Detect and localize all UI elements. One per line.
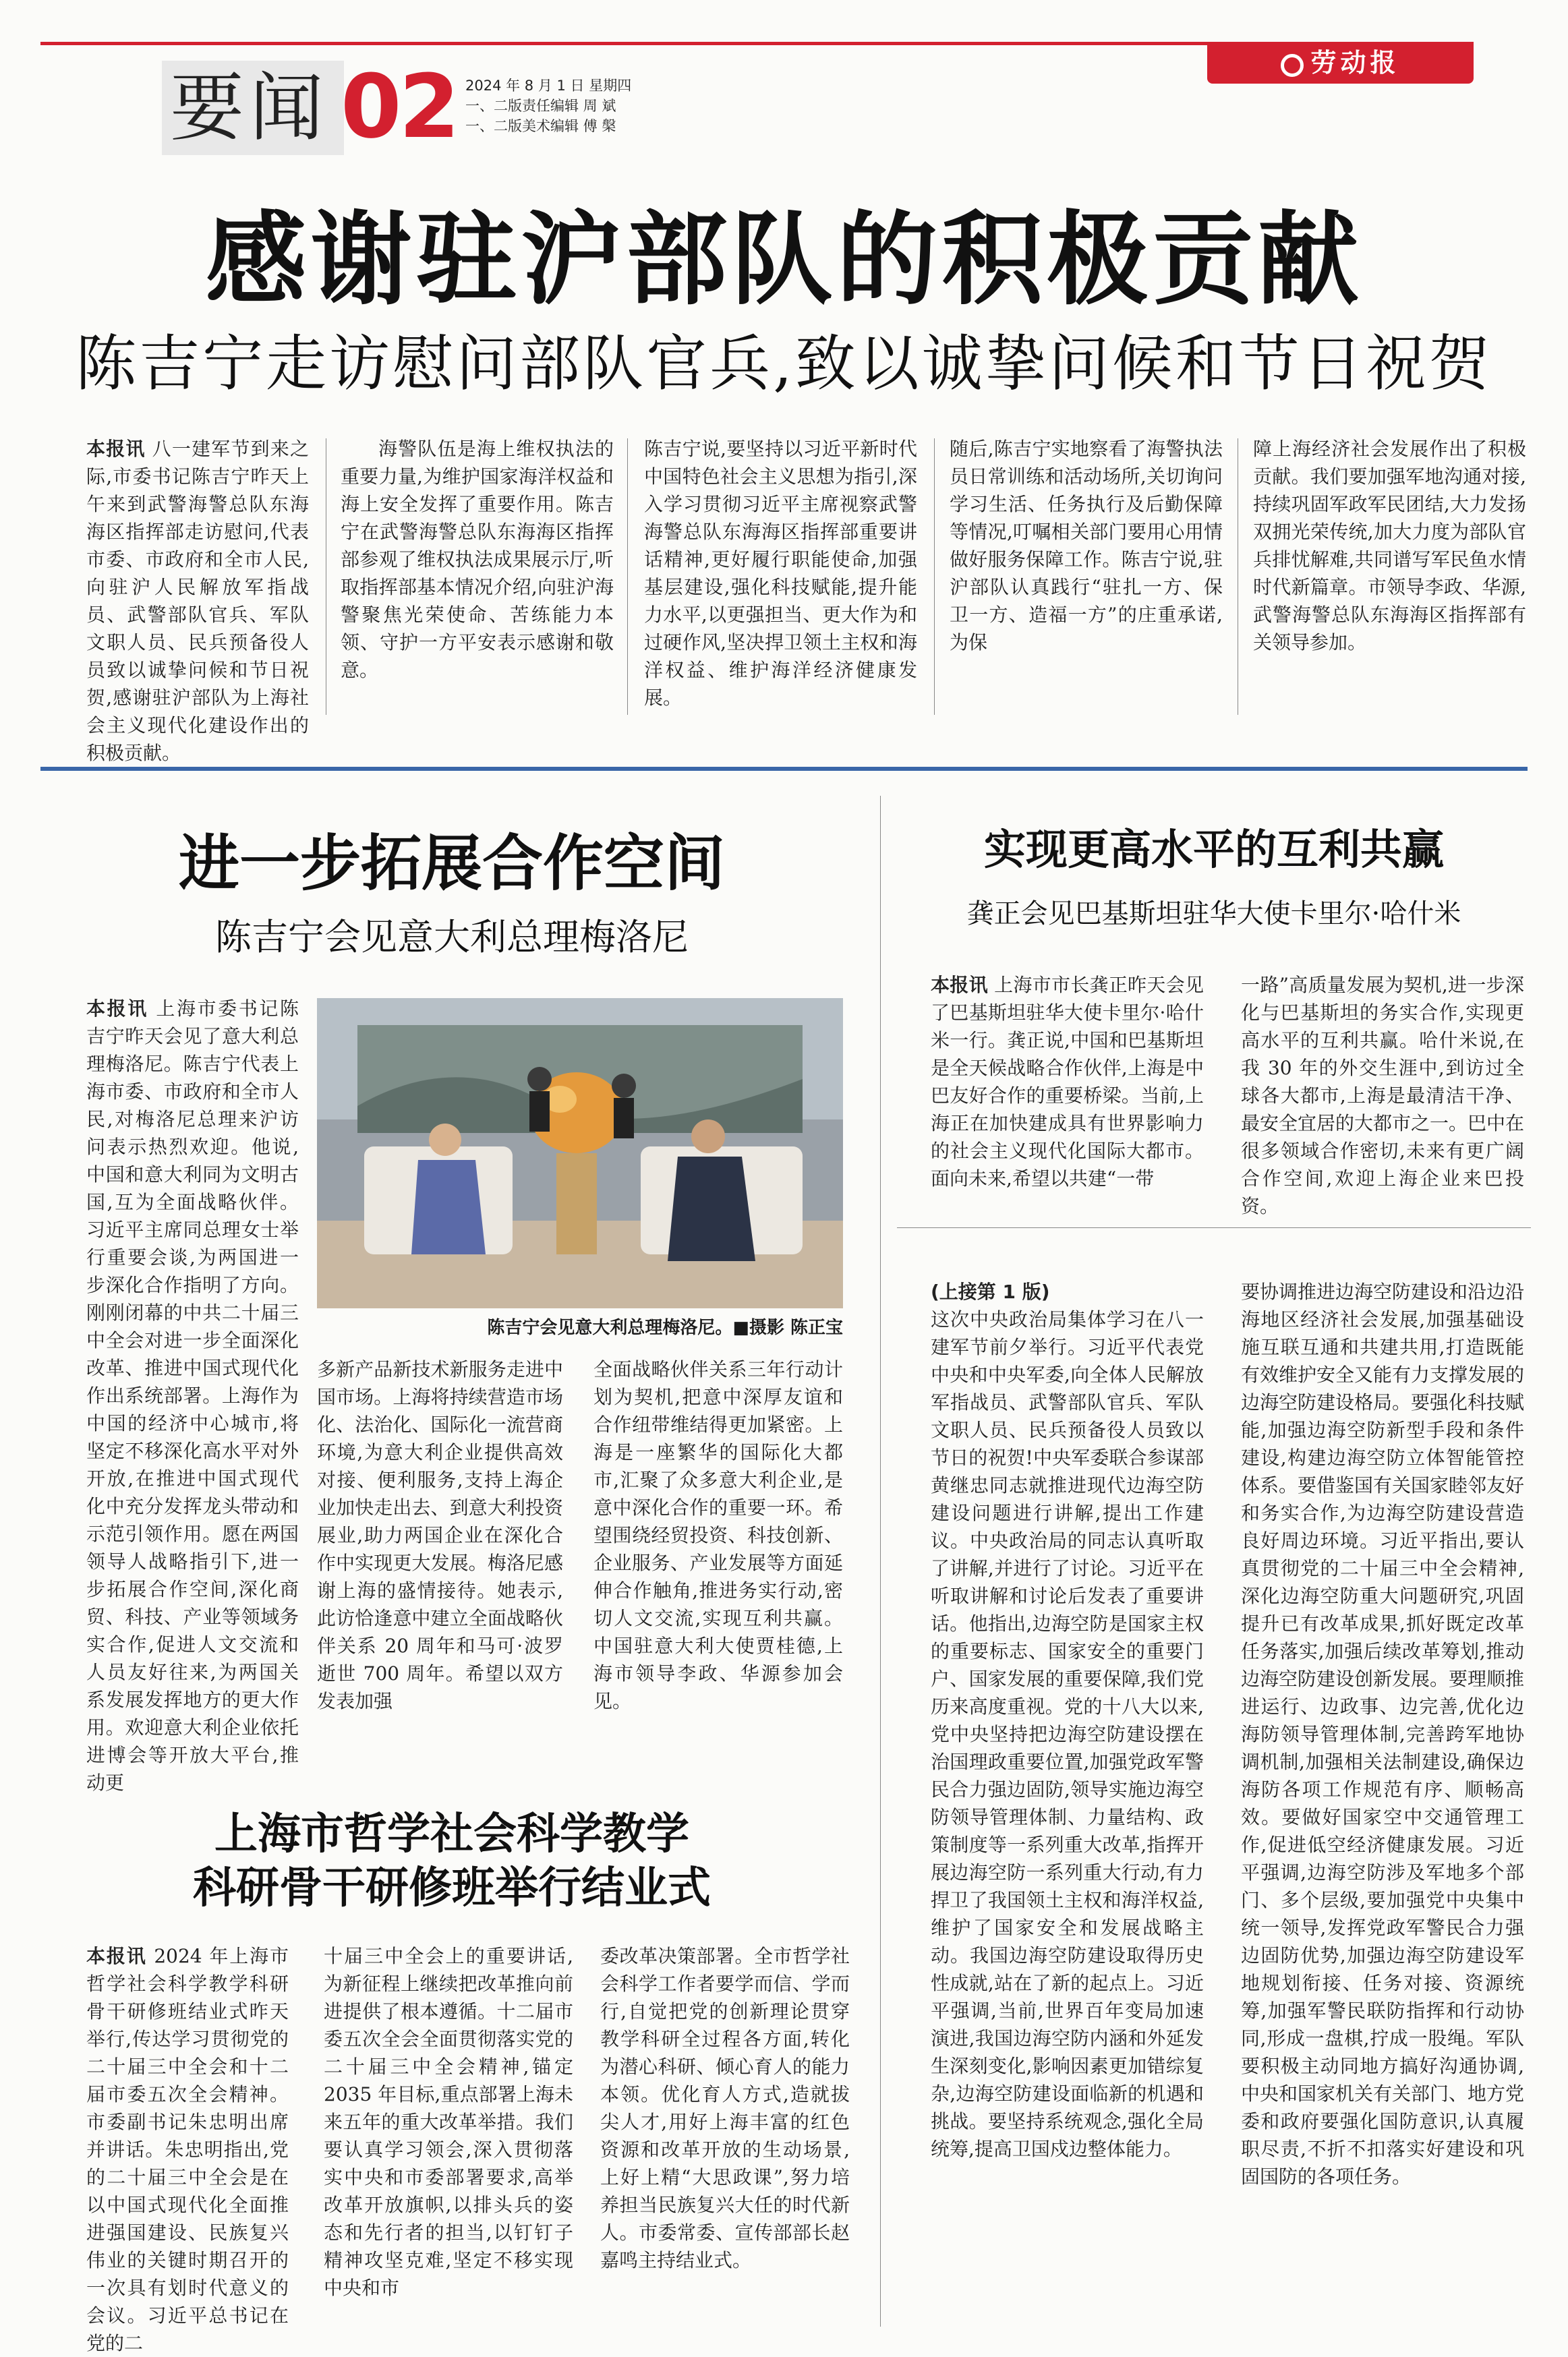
story1-column-3: 陈吉宁说,要坚持以习近平新时代中国特色社会主义思想为指引,深入学习贯彻习近平主席视察武警海警总队东海海区指挥部重要讲话精神,更好履行职能使命,加强基层建设,强化科技赋能,提升能力水平,以更强担当、更大作为和过硬作风,坚决捍卫领土主权和海洋权益、维护海洋经济健康发展。 — [644, 438, 917, 709]
story5-column-2: 要协调推进边海空防建设和沿边沿海地区经济社会发展,加强基础设施互联互通和共建共用,打造既能有效维护安全又能有力支撑发展的边海空防建设格局。要强化科技赋能,加强边海空防新型手段和条件建设,构建边海空防立体智能管控体系。要借鉴国有关国家睦邻友好和务实合作,为边海空防建设营造良好周边环境。习近平指出,要认真贯彻党的二十届三中全会精神,深化边海空防重大问题研究,巩固提升已有改革成果,抓好既定改革任务落实,加强后续改革筹划,推动边海空防建设创新发展。要理顺推进运行、边政事、边完善,优化边海防领导管理体制,完善跨军地协调机制,加强相关法制建设,确保边海防各项工作规范有序、顺畅高效。要做好国家空中交通管理工作,促进低空经济健康发展。习近平强调,边海空防涉及军地多个部门、多个层级,要加强党中央集中统一领导,发挥党政军警民合力强边固防优势,加强边海空防建设军地规划衔接、任务对接、资源统筹,加强军警民联防指挥和行动协同,形成一盘棋,拧成一股绳。军队要积极主动同地方搞好沟通协调,中央和国家机关有关部门、地方党委和政府要强化国防意识,认真履职尽责,不折不扣落实好建设和巩固国防的各项任务。 — [1241, 1281, 1525, 2188]
story2-column-3: 全面战略伙伴关系三年行动计划为契机,把意中深厚友谊和合作纽带维结得更加紧密。上海是一座繁华的国际化大都市,汇聚了众多意大利企业,是意中深化合作的重要一环。希望围绕经贸投资、科技创新、企业服务、产业发展等方面延伸合作触角,推进务实行动,密切人文交流,实现互利共赢。中国驻意大利大使贾桂德,上海市领导李政、华源参加会见。 — [593, 1358, 843, 1712]
story4-column-2: 十届三中全会上的重要讲话,为新征程上继续把改革推向前进提供了根本遵循。十二届市委五次全会全面贯彻落实党的二十届三中全会精神,锚定 2035 年目标,重点部署上海未来五年的重大改革举措。我们要认真学习领会,深入贯彻落实中央和市委部署要求,高举改革开放旗帜,以排头兵的姿态和先行者的担当,以钉钉子精神攻坚克难,坚定不移实现中央和市 — [324, 1945, 573, 2299]
story2-column-2: 多新产品新技术新服务走进中国市场。上海将持续营造市场化、法治化、国际化一流营商环境,为意大利企业提供高效对接、便利服务,支持上海企业加快走出去、到意大利投资展业,助力两国企业在深化合作中实现更大发展。梅洛尼感谢上海的盛情接待。她表示,此访恰逢意中建立全面战略伙伴关系 20 周年和马可·波罗逝世 700 周年。希望以双方发表加强 — [317, 1358, 563, 1712]
story2-subhead: 陈吉宁会见意大利总理梅洛尼 — [215, 916, 689, 958]
story2-col1-text: 上海市委书记陈吉宁昨天会见了意大利总理梅洛尼。陈吉宁代表上海市委、市政府和全市人民,对梅洛尼总理来沪访问表示热烈欢迎。他说,中国和意大利同为文明古国,互为全面战略伙伴。习近平主席同总理女士举行重要会谈,为两国进一步深化合作指明了方向。刚刚闭幕的中共二十届三中全会对进一步全面深化改革、推进中国式现代化作出系统部署。上海作为中国的经济中心城市,将坚定不移深化高水平对外开放,在推进中国式现代化中充分发挥龙头带动和示范引领作用。愿在两国领导人战略指引下,进一步拓展合作空间,深化商贸、科技、产业等领域务实合作,促进人文交流和人员友好往来,为两国关系发展发挥地方的更大作用。欢迎意大利企业依托进博会等开放大平台,推动更 — [86, 997, 299, 1794]
story1-subhead: 陈吉宁走访慰问部队官兵,致以诚挚问候和节日祝贺 — [76, 328, 1492, 399]
header-rule — [40, 42, 1231, 45]
section-label: 要闻 — [170, 65, 329, 151]
issue-date: 2024 年 8 月 1 日 星期四 — [465, 78, 632, 94]
meeting-photo-image — [317, 998, 843, 1308]
story4-col1-text: 2024 年上海市哲学社会科学教学科研骨干研修班结业式昨天举行,传达学习贯彻党的二十届三中全会和十二届市委五次全会精神。市委副书记朱忠明出席并讲话。朱忠明指出,党的二十届三中全会是在以中国式现代化全面推进强国建设、民族复兴伟业的关键时期召开的一次具有划时代意义的会议。习近平总书记在党的二 — [86, 1945, 289, 2354]
editor-line-1: 一、二版责任编辑 周 斌 — [465, 98, 616, 114]
story4-column-3: 委改革决策部署。全市哲学社会科学工作者要学而信、学而行,自觉把党的创新理论贯穿教学科研全过程各方面,转化为潜心科研、倾心育人的能力本领。优化育人方式,造就拔尖人才,用好上海丰富的红色资源和改革开放的生动场景,上好上精“大思政课”,努力培养担当民族复兴大任的时代新人。市委常委、宣传部部长赵嘉鸣主持结业式。 — [600, 1945, 850, 2271]
section-divider — [40, 767, 1528, 771]
story-divider — [897, 1227, 1531, 1228]
story1-lead: 本报讯 — [86, 438, 146, 460]
story2-column-1 — [86, 995, 299, 1797]
story1-col1-text: 八一建军节到来之际,市委书记陈吉宁昨天上午来到武警海警总队东海海区指挥部走访慰问,代表市委、市政府和全市人民,向驻沪人民解放军指战员、武警部队官兵、军队文职人员、民兵预备役人员致以诚挚问候和节日祝贺,感谢驻沪部队为上海社会主义现代化建设作出的积极贡献。 — [86, 438, 309, 764]
story1-column-5: 障上海经济社会发展作出了积极贡献。我们要加强军地沟通对接,持续巩固军政军民团结,大力发扬双拥光荣传统,加大力度为部队官兵排忧解难,共同谱写军民鱼水情时代新篇章。市领导李政、华源,武警海警总队东海海区指挥部有关领导参加。 — [1253, 438, 1526, 653]
column-rule — [934, 438, 935, 715]
story3-headline: 实现更高水平的互利共赢 — [983, 825, 1444, 874]
story5-col1-text: 这次中央政治局集体学习在八一建军节前夕举行。习近平代表党中央和中央军委,向全体人民解放军指战员、武警部队官兵、军队文职人员、民兵预备役人员致以节日的祝贺!中央军委联合参谋部黄继忠同志就推进现代边海空防建设问题进行讲解,提出工作建议。中央政治局的同志认真听取了讲解,并进行了讨论。习近平在听取讲解和讨论后发表了重要讲话。他指出,边海空防是国家主权的重要标志、国家安全的重要门户、国家发展的重要保障,我们党历来高度重视。党的十八大以来,党中央坚持把边海空防建设摆在治国理政重要位置,加强党政军警民合力强边固防,领导实施边海空防领导管理体制、力量结构、政策制度等一系列重大改革,指挥开展边海空防一系列重大行动,有力捍卫了我国领土主权和海洋权益,维护了国家安全和发展战略主动。我国边海空防建设取得历史性成就,站在了新的起点上。习近平强调,当前,世界百年变局加速演进,我国边海空防内涵和外延发生深刻变化,影响因素更加错综复杂,边海空防建设面临新的机遇和挑战。要坚持系统观念,强化全局统筹,提高卫国戍边整体能力。 — [931, 1308, 1204, 2160]
meeting-photo — [317, 998, 843, 1308]
column-rule — [627, 438, 628, 715]
story5-column-1 — [931, 1278, 1204, 2163]
story2-lead: 本报讯 — [86, 997, 148, 1020]
story3-col1-text: 上海市市长龚正昨天会见了巴基斯坦驻华大使卡里尔·哈什米一行。龚正说,中国和巴基斯坦是全天候战略合作伙伴,上海是中巴友好合作的重要桥梁。当前,上海正在加快建成具有世界影响力的社会主义现代化国际大都市。面向未来,希望以共建“一带 — [931, 974, 1204, 1190]
masthead-logo — [1207, 42, 1474, 84]
photo-caption: 陈吉宁会见意大利总理梅洛尼。■摄影 陈正宝 — [487, 1318, 843, 1338]
vertical-column-rule — [880, 796, 881, 2327]
story3-lead: 本报讯 — [931, 974, 988, 996]
logo-mark-icon — [1281, 54, 1304, 77]
story4-lead: 本报讯 — [86, 1945, 147, 1967]
story3-subhead: 龚正会见巴基斯坦驻华大使卡里尔·哈什米 — [966, 898, 1461, 929]
story3-column-1 — [931, 971, 1204, 1192]
story4-headline-line-1: 上海市哲学社会科学教学 — [214, 1809, 689, 1859]
story2-headline: 进一步拓展合作空间 — [179, 827, 725, 899]
story3-column-2: 一路”高质量发展为契机,进一步深化与巴基斯坦的务实合作,实现更高水平的互利共赢。哈什米说,在我 30 年的外交生涯中,到访过全球各大都市,上海是最清洁干净、最安全宜居的大都市之一。巴中在很多领域合作密切,未来有更广阔合作空间,欢迎上海企业来巴投资。 — [1241, 974, 1525, 1217]
logo-text: 劳动报 — [1310, 47, 1400, 78]
continued-label: (上接第 1 版) — [931, 1281, 1050, 1303]
story1-column-2: 海警队伍是海上维权执法的重要力量,为维护国家海洋权益和海上安全发挥了重要作用。陈吉宁在武警海警总队东海海区指挥部参观了维权执法成果展示厅,听取指挥部基本情况介绍,向驻沪海警聚焦光荣使命、苦练能力本领、守护一方平安表示感谢和敬意。 — [341, 438, 614, 681]
story4-column-1 — [86, 1942, 289, 2357]
page-meta — [465, 76, 631, 136]
story1-column-4: 随后,陈吉宁实地察看了海警执法员日常训练和活动场所,关切询问学习生活、任务执行及后勤保障等情况,叮嘱相关部门要用心用情做好服务保障工作。陈吉宁说,驻沪部队认真践行“驻扎一方、保卫一方、造福一方”的庄重承诺,为保 — [950, 438, 1223, 653]
story1-column-1 — [86, 435, 309, 767]
editor-line-2: 一、二版美术编辑 傅 槃 — [465, 118, 616, 134]
story4-headline-line-2: 科研骨干研修班举行结业式 — [193, 1863, 711, 1913]
page-number: 02 — [341, 55, 457, 158]
story1-headline: 感谢驻沪部队的积极贡献 — [205, 200, 1363, 319]
